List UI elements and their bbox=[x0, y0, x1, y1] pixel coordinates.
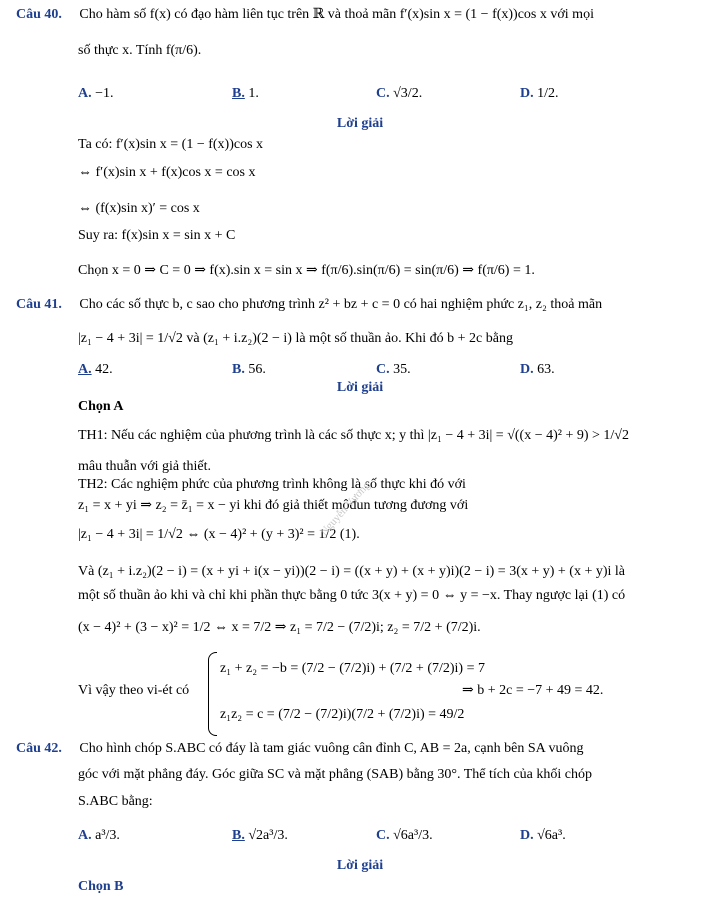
q42-label: Câu 42. bbox=[16, 741, 62, 756]
q41-solution-line: TH1: Nếu các nghiệm của phương trình là các số thực x; y thì |z₁ − 4 + 3i| = √((x − 4)² + 9) > 1/√2 bbox=[78, 428, 629, 443]
q41-option-c[interactable]: C. 35. bbox=[376, 362, 411, 377]
q41-choice: Chọn A bbox=[78, 399, 124, 414]
q42-stem-line2: góc với mặt phẳng đáy. Góc giữa SC và mặt phẳng (SAB) bằng 30°. Thể tích của khối chóp bbox=[78, 767, 592, 782]
q42-stem-line1 bbox=[16, 740, 583, 758]
q41-vieta-label: Vì vậy theo vi-ét có bbox=[78, 683, 190, 698]
q40-solution-line: Ta có: f′(x)sin x = (1 − f(x))cos x bbox=[78, 137, 264, 152]
q40-solution-line: Chọn x = 0 ⇒ C = 0 ⇒ f(x).sin x = sin x ⇒ f(π/6).sin(π/6) = sin(π/6) ⇒ f(π/6) = 1. bbox=[78, 263, 535, 278]
q41-option-d[interactable]: D. 63. bbox=[520, 362, 555, 377]
q41-system-equation: z₁z₂ = c = (7/2 − (7/2)i)(7/2 + (7/2)i) = 49/2 bbox=[220, 707, 465, 722]
q42-option-a[interactable]: A. a³/3. bbox=[78, 828, 120, 843]
q41-solution-line: |z₁ − 4 + 3i| = 1/√2 ⇔ (x − 4)² + (y + 3)² = 1/2 (1). bbox=[78, 527, 360, 542]
q41-system-brace bbox=[208, 652, 217, 736]
q40-option-a[interactable]: A. −1. bbox=[78, 86, 114, 101]
watermark: Nguyễn Vương bbox=[318, 479, 373, 539]
q41-solution-line: một số thuần ảo khi và chỉ khi phần thực bằng 0 tức 3(x + y) = 0 ⇔ y = −x. Thay ngược lại (1) có bbox=[78, 588, 626, 603]
q41-stem-text: Cho các số thực b, c sao cho phương trình z² + bz + c = 0 có hai nghiệm phức z₁, z₂ thoả mãn bbox=[79, 297, 603, 312]
q40-option-b[interactable]: B. 1. bbox=[232, 86, 259, 101]
q40-solution-line: Suy ra: f(x)sin x = sin x + C bbox=[78, 228, 236, 243]
q41-result: ⇒ b + 2c = −7 + 49 = 42. bbox=[462, 683, 604, 698]
q41-solution-line: (x − 4)² + (3 − x)² = 1/2 ⇔ x = 7/2 ⇒ z₁ = 7/2 − (7/2)i; z₂ = 7/2 + (7/2)i. bbox=[78, 620, 481, 635]
q42-stem-line3: S.ABC bằng: bbox=[78, 794, 153, 809]
q40-option-c[interactable]: C. √3/2. bbox=[376, 86, 423, 101]
q41-system-equation: z₁ + z₂ = −b = (7/2 − (7/2)i) + (7/2 + (7/2)i) = 7 bbox=[220, 661, 485, 676]
q41-solution-line: Và (z₁ + i.z₂)(2 − i) = (x + yi + i(x − yi))(2 − i) = ((x + y) + (x + y)i)(2 − i) = 3(x + y) + (x + y)i là bbox=[78, 564, 626, 579]
q40-stem-line2: số thực x. Tính f(π/6). bbox=[78, 43, 202, 58]
q41-option-a[interactable]: A. 42. bbox=[78, 362, 113, 377]
q42-choice: Chọn B bbox=[78, 879, 124, 894]
q41-solution-line: TH2: Các nghiệm phức của phương trình không là số thực khi đó với bbox=[78, 477, 466, 492]
q41-stem-line1 bbox=[16, 296, 602, 314]
q41-label: Câu 41. bbox=[16, 297, 62, 312]
q41-solution-heading: Lời giải bbox=[336, 380, 384, 395]
q40-stem-line1 bbox=[16, 6, 594, 24]
q41-solution-line: mâu thuẫn với giả thiết. bbox=[78, 459, 211, 474]
q41-stem-line2: |z₁ − 4 + 3i| = 1/√2 và (z₁ + i.z₂)(2 − i) là một số thuần ảo. Khi đó b + 2c bằng bbox=[78, 331, 513, 346]
q42-option-d[interactable]: D. √6a³. bbox=[520, 828, 566, 843]
q40-stem-text: Cho hàm số f(x) có đạo hàm liên tục trên ℝ và thoả mãn f′(x)sin x = (1 − f(x))cos x với mọi bbox=[79, 7, 594, 22]
q41-solution-line: z₁ = x + yi ⇒ z₂ = z̄₁ = x − yi khi đó giả thiết môđun tương đương với bbox=[78, 498, 469, 513]
q42-option-c[interactable]: C. √6a³/3. bbox=[376, 828, 433, 843]
q42-option-b[interactable]: B. √2a³/3. bbox=[232, 828, 288, 843]
q40-solution-line: ⇔ f′(x)sin x + f(x)cos x = cos x bbox=[78, 165, 256, 180]
q42-stem-text: Cho hình chóp S.ABC có đáy là tam giác vuông cân đỉnh C, AB = 2a, cạnh bên SA vuông bbox=[79, 741, 584, 756]
q42-solution-heading: Lời giải bbox=[336, 858, 384, 873]
q40-label: Câu 40. bbox=[16, 7, 62, 22]
q41-option-b[interactable]: B. 56. bbox=[232, 362, 266, 377]
q40-option-d[interactable]: D. 1/2. bbox=[520, 86, 559, 101]
q40-solution-line: ⇔ (f(x)sin x)′ = cos x bbox=[78, 201, 200, 216]
q40-solution-heading: Lời giải bbox=[336, 116, 384, 131]
